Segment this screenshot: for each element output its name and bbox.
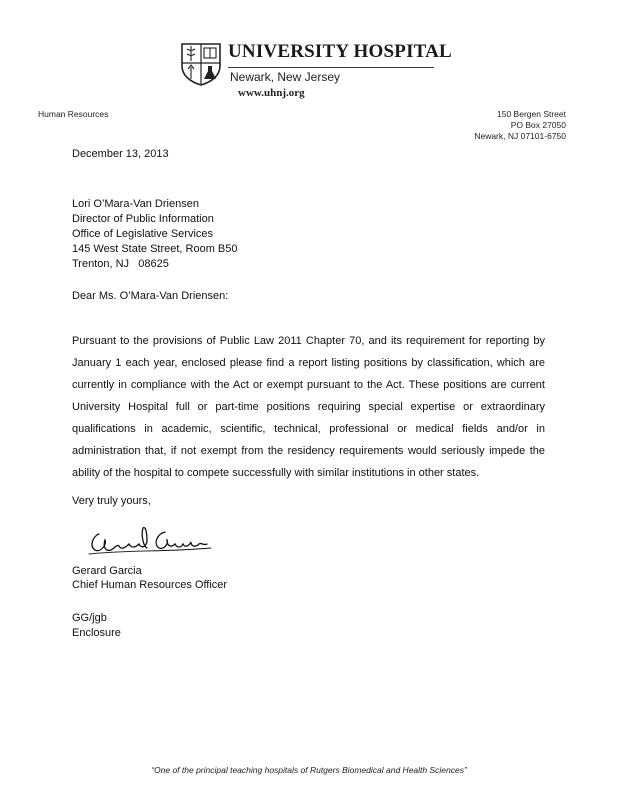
recipient-line: Lori O’Mara-Van Driensen [72, 198, 199, 210]
recipient-address [72, 197, 238, 272]
letter-date: December 13, 2013 [72, 148, 169, 160]
return-address-line: 150 Bergen Street [497, 109, 566, 119]
closing: Very truly yours, [72, 495, 151, 507]
footer-tagline: “One of the principal teaching hospitals of Rutgers Biomedical and Health Sciences” [151, 765, 467, 775]
org-location: Newark, New Jersey [230, 70, 341, 84]
salutation: Dear Ms. O’Mara-Van Driensen: [72, 290, 229, 302]
return-address-line: PO Box 27050 [510, 120, 566, 130]
letterhead-divider [228, 67, 434, 68]
department-name: Human Resources [38, 109, 109, 119]
recipient-line: Office of Legislative Services [72, 228, 214, 240]
return-address-line: Newark, NJ 07101-6750 [474, 131, 566, 141]
org-website: www.uhnj.org [238, 87, 305, 99]
recipient-line: Trenton, NJ 08625 [72, 258, 169, 270]
signer-name: Gerard Garcia [72, 565, 142, 577]
handwritten-signature [85, 520, 215, 560]
body-paragraph: Pursuant to the provisions of Public Law 2011 Chapter 70, and its requirement for reporting by January 1 each year, enclosed please find a report listing positions by classification, which are currently in compliance with the Act or exempt pursuant to the Act. These positions are current University Hospital full or part-time positions requiring special expertise or extraordinary qualifications in academic, scientific, technical, professional or medical fields and/or in administration that, if not exempt from the residency requirements would seriously impede the ability of the hospital to compete successfully with similar institutions in other states. [72, 335, 545, 479]
reference-initials: GG/jgb [72, 612, 107, 624]
signer-title: Chief Human Resources Officer [72, 579, 228, 591]
org-name: UNIVERSITY HOSPITAL [228, 41, 452, 62]
return-address [474, 109, 566, 142]
recipient-line: Director of Public Information [72, 213, 214, 225]
enclosure-note: Enclosure [72, 627, 121, 639]
hospital-shield-icon [179, 42, 223, 86]
recipient-line: 145 West State Street, Room B50 [72, 243, 238, 255]
